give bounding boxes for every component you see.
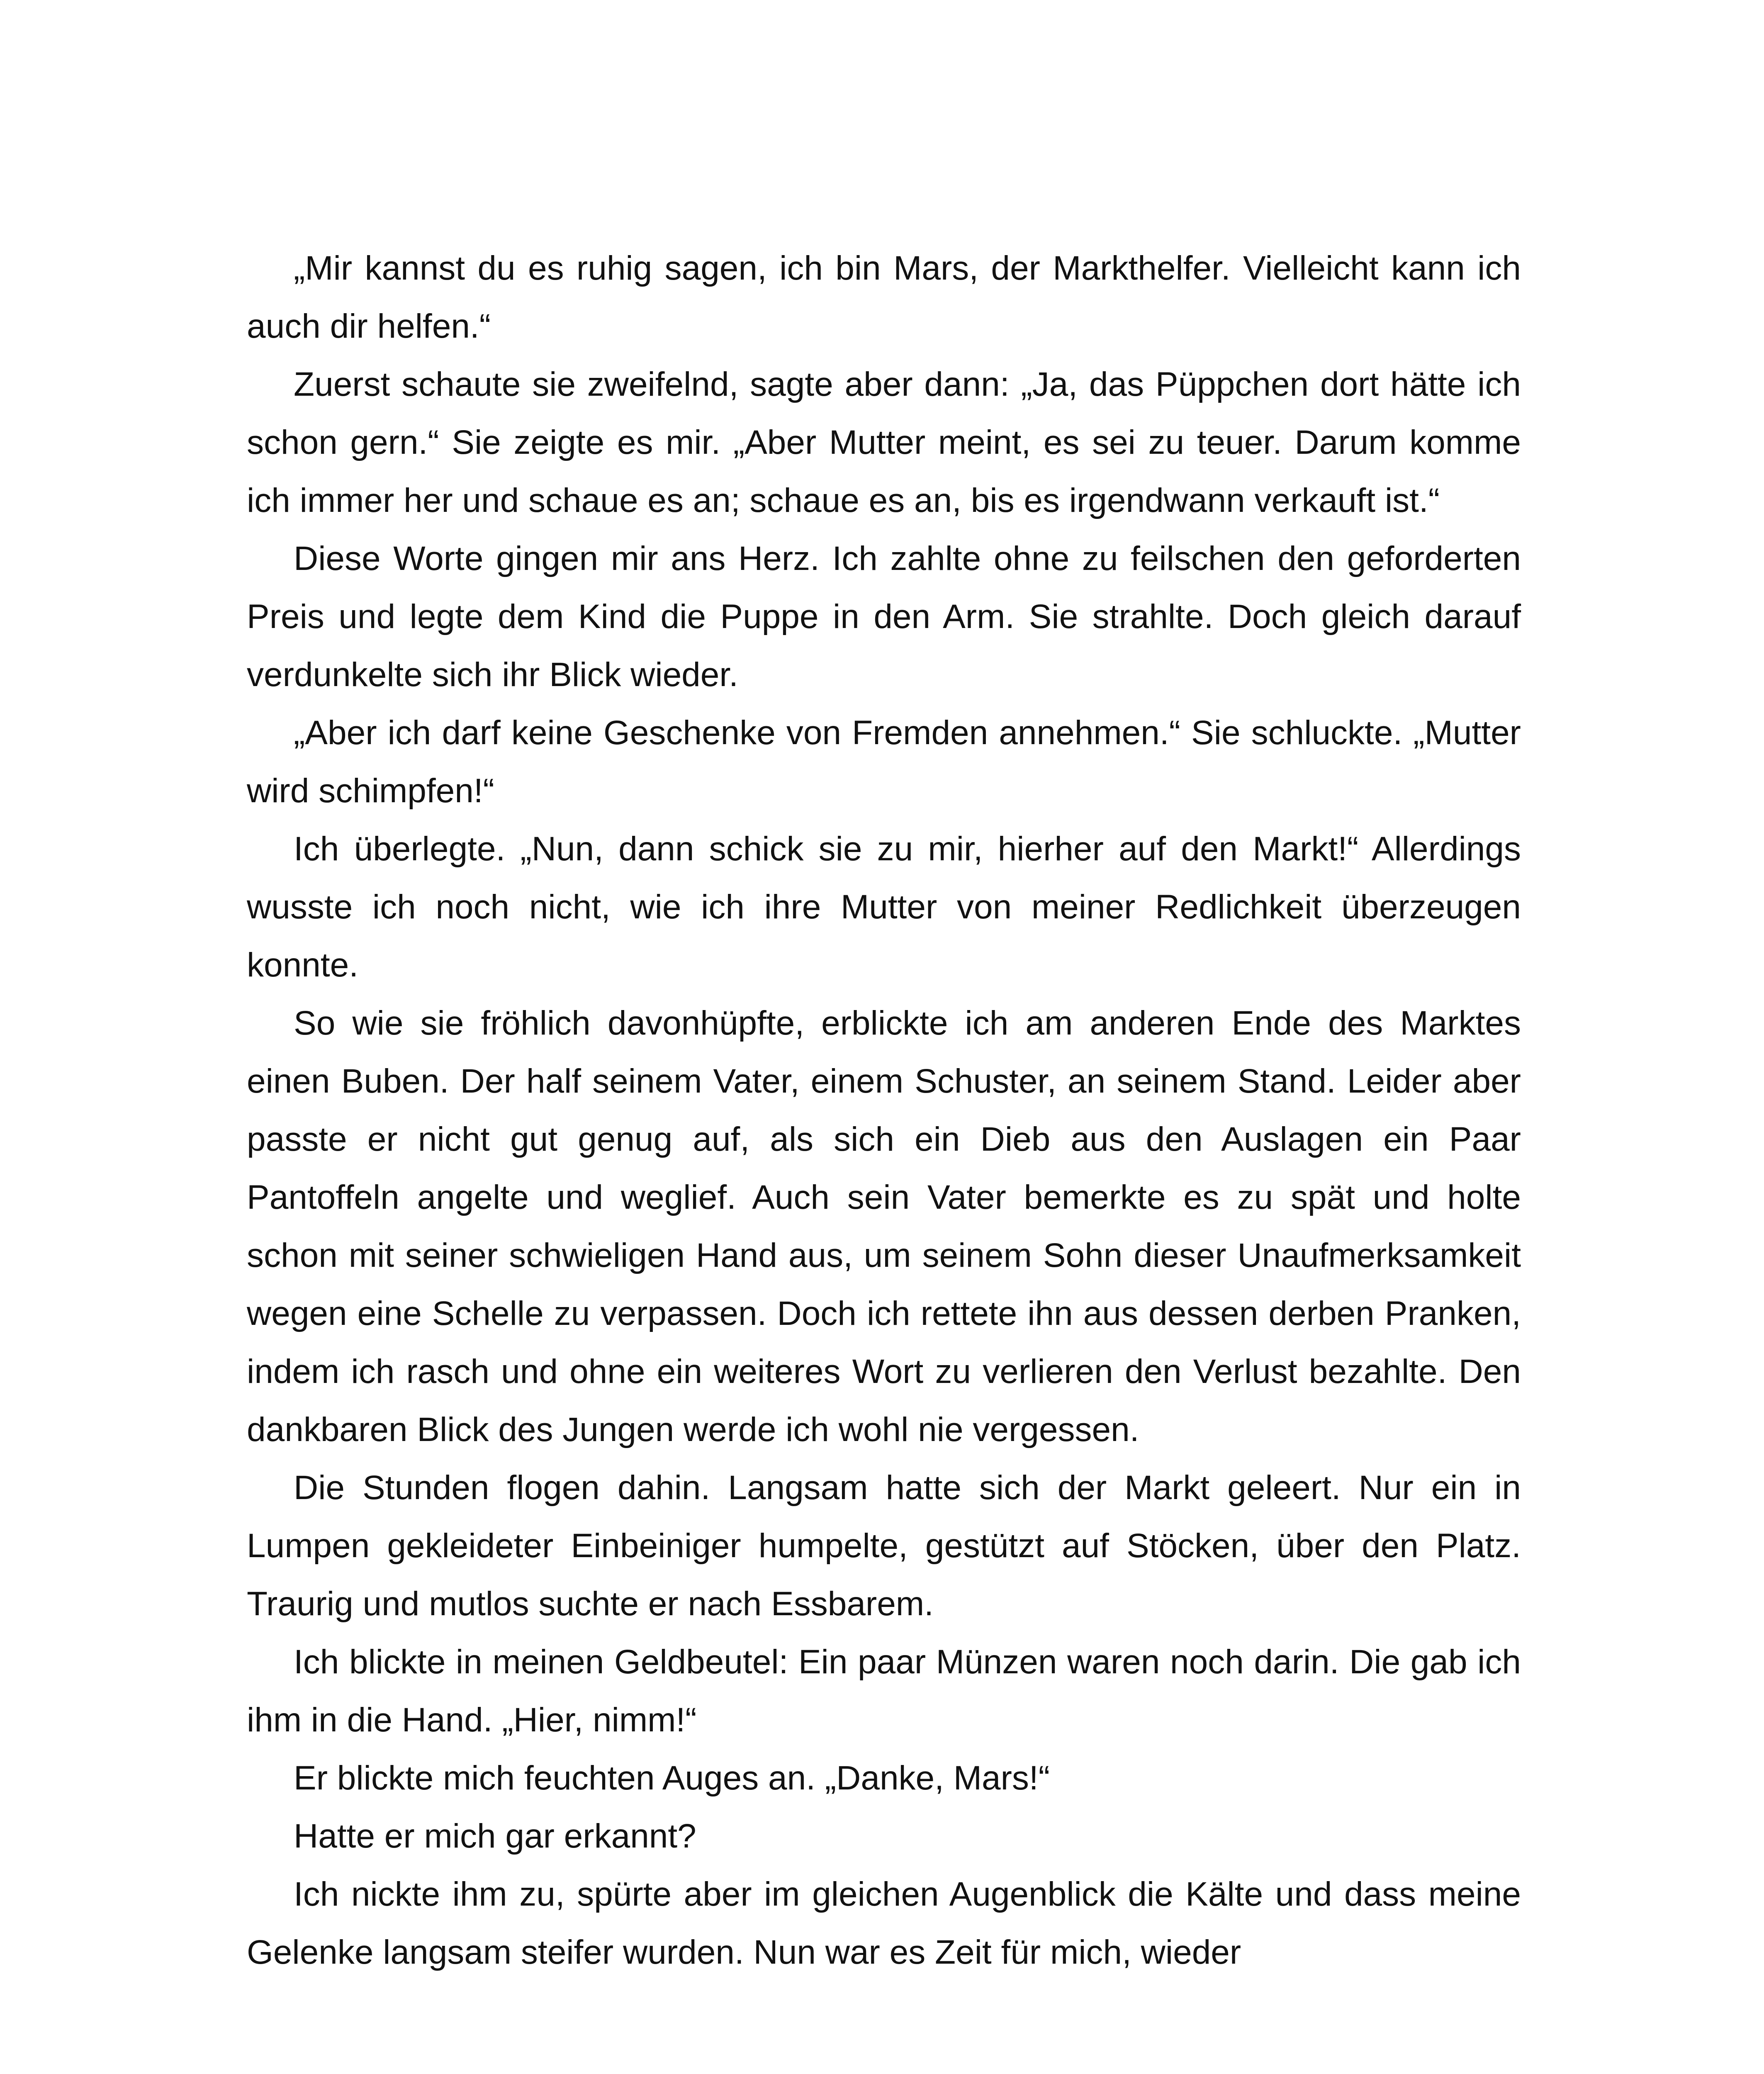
paragraph: „Aber ich darf keine Geschenke von Fremden annehmen.“ Sie schluckte. „Mutter wird schimpfen!“ [247,714,1521,810]
paragraph: Hatte er mich gar erkannt? [294,1817,696,1855]
paragraph: Die Stunden flogen dahin. Langsam hatte sich der Markt geleert. Nur ein in Lumpen gekleideter Einbeiniger humpelte, gestützt auf Stöcken, über den Platz. Traurig und mutlos suchte er nach Essbarem. [247,1469,1521,1623]
paragraph: „Mir kannst du es ruhig sagen, ich bin Mars, der Markthelfer. Vielleicht kann ich auch dir helfen.“ [247,249,1521,345]
paragraph: Zuerst schaute sie zweifelnd, sagte aber dann: „Ja, das Püppchen dort hätte ich schon gern.“ Sie zeigte es mir. „Aber Mutter meint, es sei zu teuer. Darum komme ich immer her und schaue es an; schaue es an, bis es irgendwann verkauft ist.“ [247,365,1521,519]
paragraph: Diese Worte gingen mir ans Herz. Ich zahlte ohne zu feilschen den geforderten Preis und legte dem Kind die Puppe in den Arm. Sie strahlte. Doch gleich darauf verdunkelte sich ihr Blick wieder. [247,540,1521,694]
paragraph: Ich überlegte. „Nun, dann schick sie zu mir, hierher auf den Markt!“ Allerdings wusste ich noch nicht, wie ich ihre Mutter von meiner Redlichkeit überzeugen konnte. [247,830,1521,984]
paragraph: Er blickte mich feuchten Auges an. „Danke, Mars!“ [294,1759,1050,1797]
paragraph: Ich blickte in meinen Geldbeutel: Ein paar Münzen waren noch darin. Die gab ich ihm in die Hand. „Hier, nimm!“ [247,1643,1521,1739]
paragraph: So wie sie fröhlich davonhüpfte, erblickte ich am anderen Ende des Marktes einen Buben. Der half seinem Vater, einem Schuster, an seinem Stand. Leider aber passte er nicht gut genug auf, als sich ein Dieb aus den Auslagen ein Paar Pantoffeln angelte und weglief. Auch sein Vater bemerkte es zu spät und holte schon mit seiner schwieligen Hand aus, um seinem Sohn dieser Unaufmerksamkeit wegen eine Schelle zu verpassen. Doch ich rettete ihn aus dessen derben Pranken, indem ich rasch und ohne ein weiteres Wort zu verlieren den Verlust bezahlte. Den dankbaren Blick des Jungen werde ich wohl nie vergessen. [247,1004,1521,1448]
body-text [247,239,1521,1981]
paragraph: Ich nickte ihm zu, spürte aber im gleichen Augenblick die Kälte und dass meine Gelenke langsam steifer wurden. Nun war es Zeit für mich, wieder [247,1875,1521,1971]
